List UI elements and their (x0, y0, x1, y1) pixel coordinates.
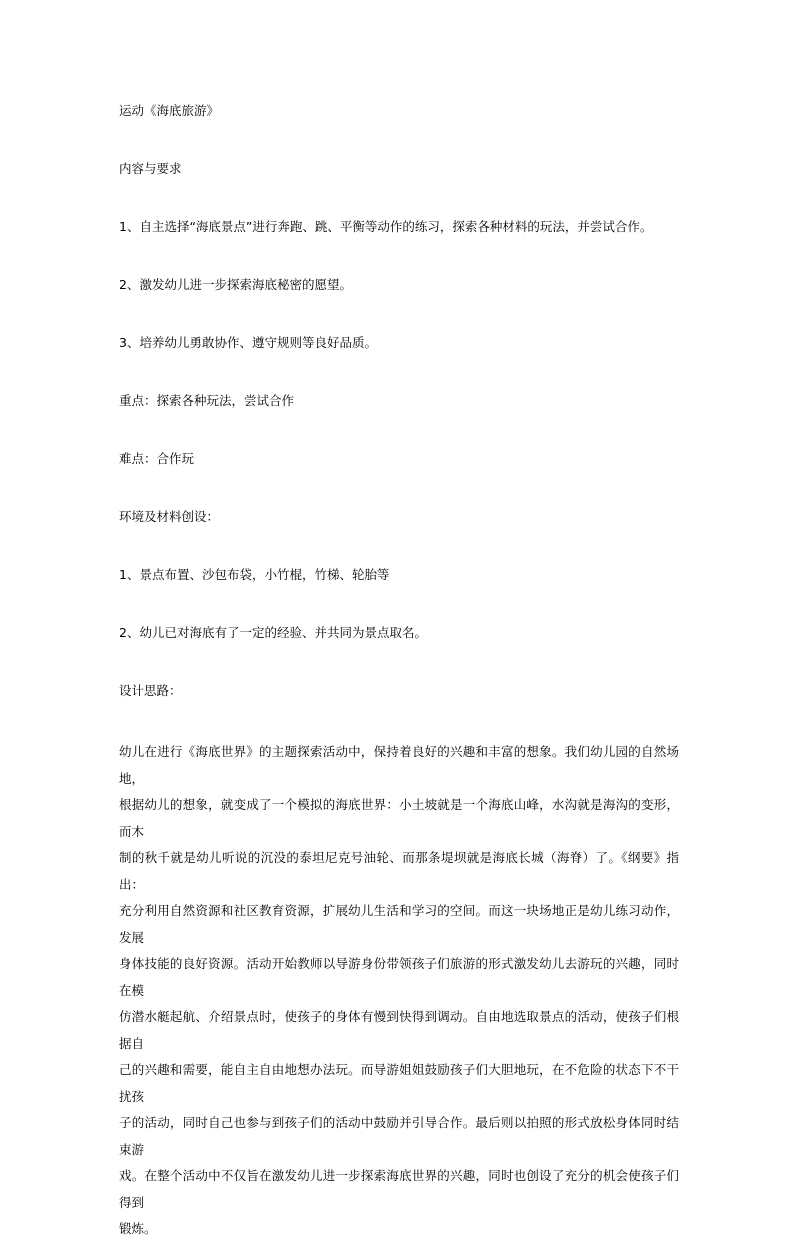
document-body (119, 101, 679, 1243)
section-heading-environment: 环境及材料创设： (119, 509, 220, 524)
difficulty-point: 难点：合作玩 (119, 451, 195, 466)
material-item-1: 1、景点布置、沙包布袋，小竹棍，竹梯、轮胎等 (119, 567, 390, 582)
key-point: 重点：探索各种玩法，尝试合作 (119, 393, 295, 408)
material-item-2: 2、幼儿已对海底有了一定的经验、并共同为景点取名。 (119, 625, 427, 640)
design-line: 仿潜水艇起航、介绍景点时，使孩子的身体有慢到快得到调动。自由地选取景点的活动，使孩子们根据自 (119, 1009, 679, 1051)
design-line: 身体技能的良好资源。活动开始教师以导游身份带领孩子们旅游的形式激发幼儿去游玩的兴趣，同时在模 (119, 956, 679, 998)
design-line: 幼儿在进行《海底世界》的主题探索活动中，保持着良好的兴趣和丰富的想象。我们幼儿园的自然场地， (119, 744, 679, 786)
design-line: 根据幼儿的想象，就变成了一个模拟的海底世界：小土坡就是一个海底山峰，水沟就是海沟的变形，而木 (119, 797, 679, 839)
design-line: 己的兴趣和需要，能自主自由地想办法玩。而导游姐姐鼓励孩子们大胆地玩，在不危险的状态下不干扰孩 (119, 1062, 679, 1104)
requirement-item-3: 3、培养幼儿勇敢协作、遵守规则等良好品质。 (119, 335, 377, 350)
design-line: 充分利用自然资源和社区教育资源，扩展幼儿生活和学习的空间。而这一块场地正是幼儿练习动作，发展 (119, 903, 679, 945)
design-paragraph (119, 739, 679, 1243)
design-line: 戏。在整个活动中不仅旨在激发幼儿进一步探索海底世界的兴趣，同时也创设了充分的机会使孩子们得到 (119, 1168, 679, 1210)
design-line: 子的活动，同时自己也参与到孩子们的活动中鼓励并引导合作。最后则以拍照的形式放松身体同时结束游 (119, 1115, 679, 1157)
section-heading-content: 内容与要求 (119, 161, 182, 176)
requirement-item-2: 2、激发幼儿进一步探索海底秘密的愿望。 (119, 277, 352, 292)
section-heading-design: 设计思路： (119, 683, 182, 698)
requirement-item-1: 1、自主选择“海底景点”进行奔跑、跳、平衡等动作的练习，探索各种材料的玩法，并尝试合作。 (119, 219, 653, 234)
design-line: 锻炼。 (119, 1221, 157, 1236)
document-title: 运动《海底旅游》 (119, 103, 220, 118)
design-line: 制的秋千就是幼儿听说的沉没的泰坦尼克号油轮、而那条堤坝就是海底长城（海脊）了。《纲要》指出： (119, 850, 679, 892)
